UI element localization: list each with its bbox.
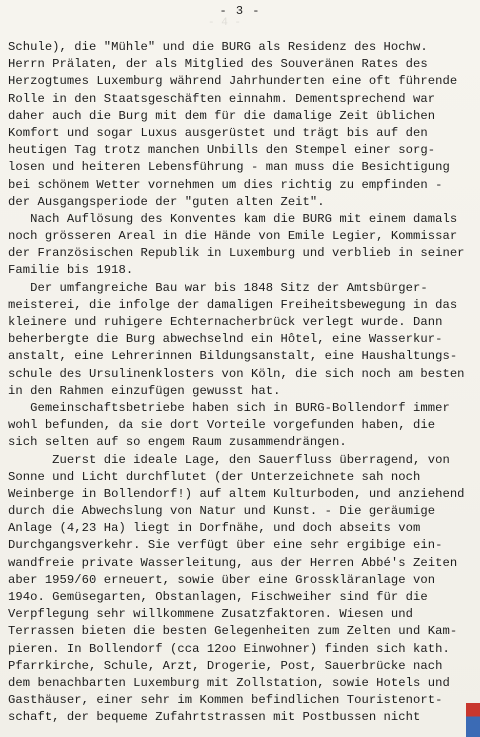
corner-marker bbox=[466, 703, 480, 737]
text-line: aber 1959/60 erneuert, sowie über eine Grosskläranlage von bbox=[8, 572, 436, 587]
text-line: heutigen Tag trotz manchen Unbills den Stempel einer sorg- bbox=[8, 143, 436, 158]
text-line: der Ausgangsperiode der "guten alten Zeit". bbox=[8, 194, 325, 209]
page-number: - 3 - bbox=[219, 4, 261, 18]
text-line: pieren. In Bollendorf (cca 12oo Einwohner) finden sich kath. bbox=[8, 641, 450, 656]
text-line: Komfort und sogar Luxus ausgerüstet und trägt bis auf den bbox=[8, 125, 428, 140]
text-line: schaft, der bequeme Zufahrtstrassen mit Postbussen nicht bbox=[8, 710, 421, 725]
text-line: bei schönem Wetter vornehmen um dies richtig zu empfinden - bbox=[8, 177, 443, 192]
text-line: Rolle in den Staatsgeschäften einnahm. Dementsprechend war bbox=[8, 91, 436, 106]
text-line: beherbergte die Burg abwechselnd ein Hôtel, eine Wasserkur- bbox=[8, 332, 443, 347]
text-line: Herrn Prälaten, der als Mitglied des Souveränen Rates des bbox=[8, 57, 428, 72]
bleed-through-text: - 4 - bbox=[208, 17, 242, 29]
text-line: 194o. Gemüsegarten, Obstanlagen, Fischweiher sind für die bbox=[8, 590, 428, 604]
text-line: Durchgangsverkehr. Sie verfügt über eine sehr ergibige ein- bbox=[8, 538, 443, 553]
text-line: Herzogtumes Luxemburg während Jahrhunderten eine oft führende bbox=[8, 74, 458, 89]
text-line: kleinere und ruhigere Echternacherbrück verlegt wurde. Dann bbox=[8, 315, 443, 329]
text-line: sich selten auf so engem Raum zusammendrängen. bbox=[8, 435, 347, 450]
text-line: meisterei, die infolge der damaligen Freiheitsbewegung in das bbox=[8, 297, 458, 312]
text-line: noch grösseren Areal in die Hände von Emile Legier, Kommissar bbox=[8, 229, 458, 244]
text-line: durch die Abwechslung von Natur und Kunst. - Die geräumige bbox=[8, 504, 436, 519]
text-line: Anlage (4,23 Ha) liegt in Dorfnähe, und doch abseits vom bbox=[8, 521, 421, 536]
text-line: Gemeinschaftsbetriebe haben sich in BURG-Bollendorf immer bbox=[8, 400, 450, 415]
text-line: Nach Auflösung des Konventes kam die BURG mit einem damals bbox=[8, 211, 458, 226]
text-line: Schule), die "Mühle" und die BURG als Residenz des Hochw. bbox=[8, 40, 428, 54]
text-line: Gasthäuser, einer sehr im Kommen befindlichen Touristenort- bbox=[8, 693, 443, 708]
text-line: wandfreie private Wasserleitung, aus der Herren Abbé's Zeiten bbox=[8, 555, 458, 570]
text-line: Der umfangreiche Bau war bis 1848 Sitz der Amtsbürger- bbox=[8, 280, 428, 295]
text-line: daher auch die Burg mit dem für die damalige Zeit üblichen bbox=[8, 108, 436, 123]
text-line: schule des Ursulinenklosters von Köln, die sich noch am besten bbox=[8, 366, 465, 381]
text-line: Familie bis 1918. bbox=[8, 263, 134, 278]
text-line: wohl befunden, da sie dort Vorteile vorgefunden haben, die bbox=[8, 418, 436, 433]
body-text bbox=[8, 39, 468, 727]
text-line: anstalt, eine Lehrerinnen Bildungsanstalt, eine Haushaltungs- bbox=[8, 349, 458, 364]
text-line: der Französischen Republik in Luxemburg und verblieb in seiner bbox=[8, 246, 465, 261]
text-line: Terrassen bieten die besten Gelegenheiten zum Zelten und Kam- bbox=[8, 624, 458, 639]
text-line: Pfarrkirche, Schule, Arzt, Drogerie, Post, Sauerbrücke nach bbox=[8, 658, 443, 673]
text-line: Verpflegung sehr willkommene Zusatzfaktoren. Wiesen und bbox=[8, 607, 414, 622]
text-line: Weinberge in Bollendorf!) auf altem Kulturboden, und anziehend bbox=[8, 486, 465, 501]
text-line: losen und heiteren Lebensführung - man muss die Besichtigung bbox=[8, 160, 450, 175]
text-line: Sonne und Licht durchflutet (der Unterzeichnete sah noch bbox=[8, 469, 421, 484]
text-line: dem benachbarten Luxemburg mit Zollstation, sowie Hotels und bbox=[8, 675, 450, 690]
text-line: in den Rahmen einzufügen gewusst hat. bbox=[8, 383, 281, 398]
text-line: Zuerst die ideale Lage, den Sauerfluss überragend, von bbox=[8, 452, 450, 467]
